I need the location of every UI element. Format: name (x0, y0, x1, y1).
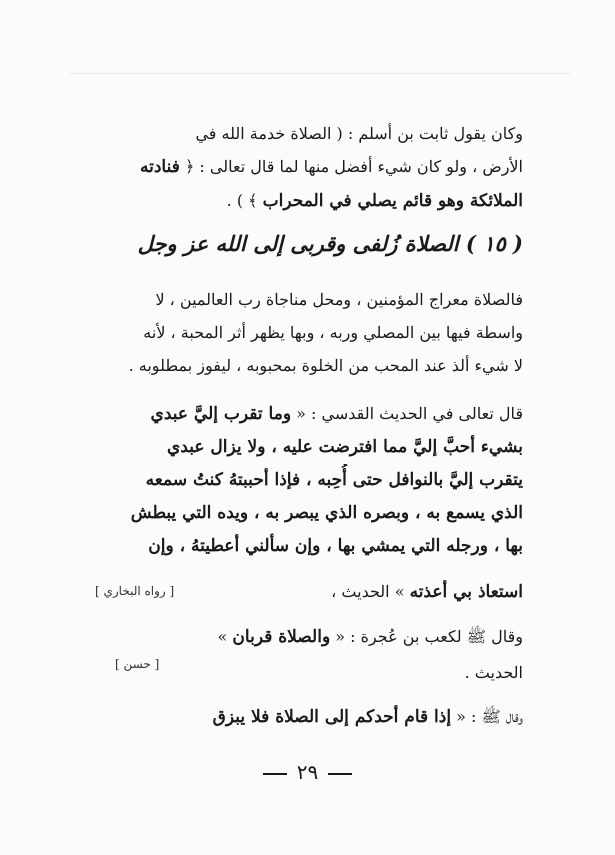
paragraph-miraj (95, 283, 523, 382)
text-span: الأرض ، ولو كان شيء أفضل منها لما قال تعالى : ﴿ (179, 157, 523, 176)
text-span: » (217, 627, 233, 646)
paragraph-hadith-qudsi (95, 397, 523, 563)
section-heading: ( ١٥ ) الصلاة زُلفى وقربى إلى الله عز وجل (137, 231, 523, 256)
text-line: وكان يقول ثابت بن أسلم : ( الصلاة خدمة الله في (195, 124, 523, 143)
hadith-last-line (95, 575, 523, 609)
hadith-text: والصلاة قربان (232, 627, 331, 647)
last-line (95, 700, 523, 734)
hadith-line: الذي يسمع به ، وبصره الذي يبصر به ، ويده التي يبطش (130, 503, 523, 523)
ka3b-line-2 (95, 656, 523, 689)
text-line: واسطة فيها بين المصلي وربه ، وبها يظهر أثر المحبة ، لأنه (143, 323, 523, 342)
text-span: الحديث . (464, 663, 523, 682)
text-line (95, 184, 523, 218)
source-reference: [ رواه البخاري ] (95, 584, 175, 598)
hadith-line: بها ، ورجله التي يمشي بها ، وإن سألني أعطيتهُ ، وإن (148, 536, 523, 556)
text-line (95, 150, 523, 184)
text-span: ﴾ ) . (226, 191, 263, 210)
paragraph-thabit (95, 117, 523, 218)
quran-text: الملائكة وهو قائم يصلي في المحراب (262, 191, 523, 211)
quran-text: فنادته (140, 157, 180, 177)
text-line: فالصلاة معراج المؤمنين ، ومحل مناجاة رب العالمين ، لا (155, 290, 523, 309)
hadith-text: استعاذ بي أعذته (409, 582, 523, 602)
text-span: وقال ﷺ لكعب بن عُجرة : « (330, 627, 523, 646)
page-number (0, 760, 615, 784)
hadith-text: وما تقرب إليَّ عبدي (150, 404, 292, 424)
text-span: » الحديث ، (331, 582, 410, 601)
text-span: وقال ﷺ : « (451, 707, 523, 726)
dash-left (263, 773, 287, 775)
hadith-line: يتقرب إليَّ بالنوافل حتى أُحِبه ، فإذا أحببتهُ كنتُ سمعه (145, 470, 523, 490)
hadith-text: إذا قام أحدكم إلى الصلاة فلا يبزق (212, 707, 452, 727)
dash-right (328, 773, 352, 775)
text-line: لا شيء ألذ عند المحب من الخلوة بمحبوبه ، ليفوز بمطلوبه . (128, 356, 523, 375)
text-line (95, 397, 523, 431)
hadith-line: بشيء أحبَّ إليَّ مما افترضت عليه ، ولا يزال عبدي (166, 437, 523, 457)
source-reference: [ حسن ] (115, 657, 160, 671)
top-rule (70, 73, 570, 74)
page-number-text: ٢٩ (296, 760, 319, 784)
text-span: قال تعالى في الحديث القدسي : « (291, 404, 523, 423)
